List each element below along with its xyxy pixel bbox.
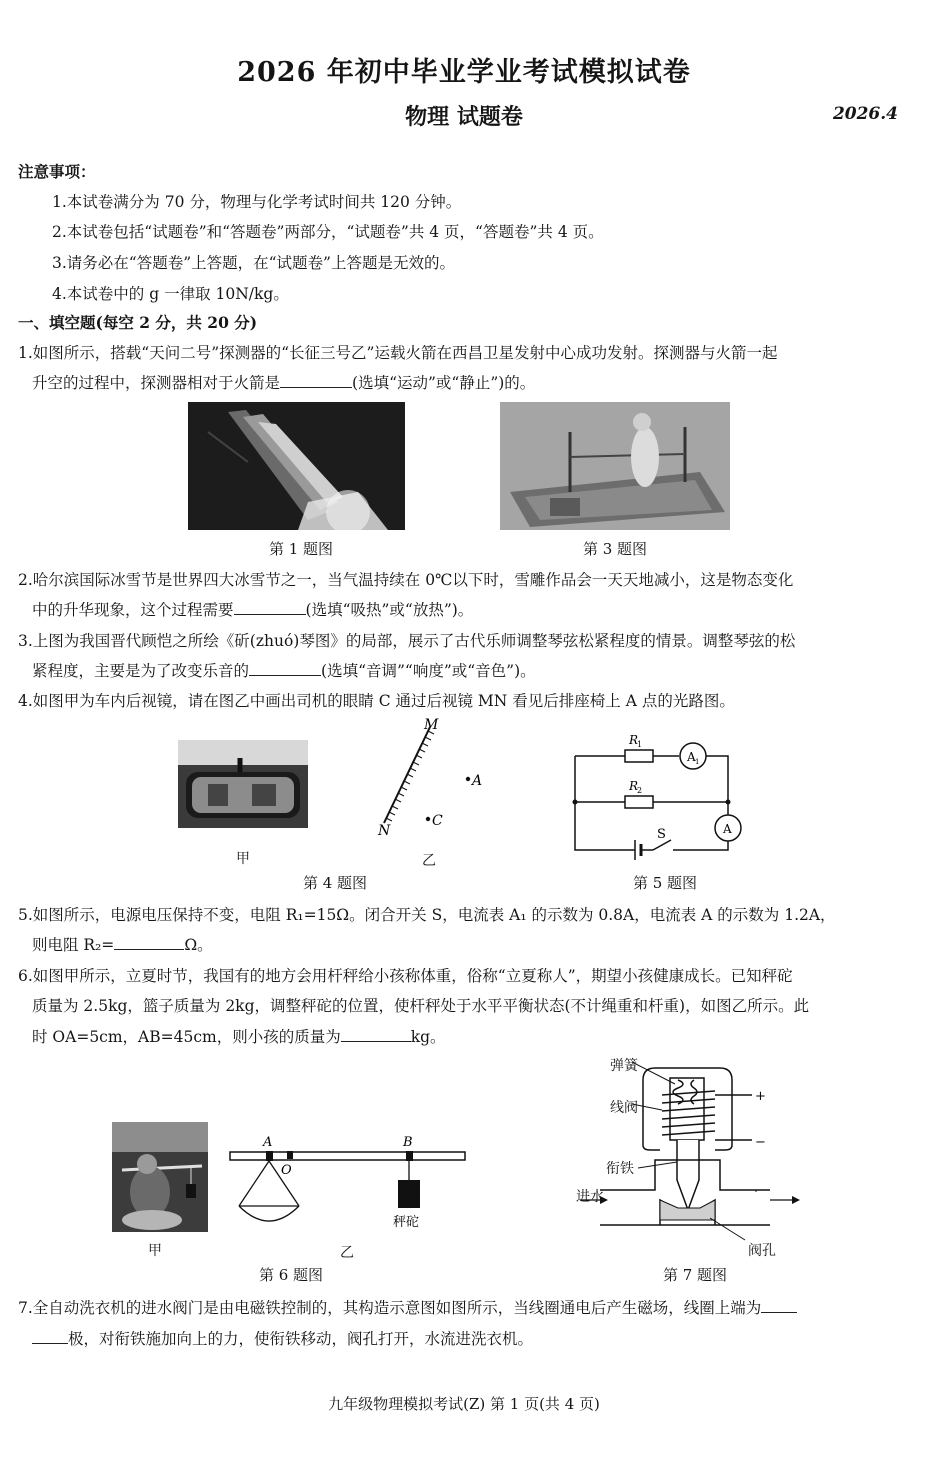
q6-line1: 6.如图甲所示，立夏时节，我国有的地方会用杆秤给小孩称体重，俗称“立夏称人”，期望小孩健康成长。已知秤砣 (18, 967, 793, 985)
q7-answer-blank-b[interactable] (32, 1329, 68, 1344)
solenoid-valve-diagram (570, 1050, 800, 1258)
q5-line1: 5.如图所示，电源电压保持不变，电阻 R₁=15Ω。闭合开关 S，电流表 A₁ 的示数为 0.8A，电流表 A 的示数为 1.2A， (18, 906, 836, 924)
hook-B (406, 1151, 413, 1161)
fig7-caption: 第 7 题图 (662, 1266, 728, 1284)
resistor-R1 (625, 750, 653, 762)
notice-heading: 注意事项： (18, 162, 96, 181)
label-weight: 秤砣 (393, 1215, 420, 1230)
fig4-label-jia: 甲 (236, 851, 250, 867)
q5-text-a: 则电阻 R₂= (32, 936, 115, 954)
fig6-label-yi: 乙 (340, 1245, 354, 1261)
q1-line1: 1.如图所示，搭载“天问二号”探测器的“长征三号乙”运载火箭在西昌卫星发射中心成功发射。探测器与火箭一起 (18, 344, 778, 362)
label-spring: 弹簧 (610, 1058, 638, 1074)
q7-line1 (18, 1296, 797, 1318)
steelyard-bar (230, 1152, 465, 1160)
q3-line2 (32, 659, 536, 681)
q4-line1: 4.如图甲为车内后视镜，请在图乙中画出司机的眼睛 C 通过后视镜 MN 看见后排座椅上 A 点的光路图。 (18, 692, 735, 710)
fig4-label-yi: 乙 (422, 853, 436, 869)
point-C (426, 817, 430, 821)
q2-line1: 2.哈尔滨国际冰雪节是世界四大冰雪节之一，当气温持续在 0℃以下时，雪雕作品会一天天地减小，这是物态变化 (18, 571, 794, 589)
mirror-hatching (386, 731, 434, 821)
label-plus: + (755, 1089, 766, 1104)
label-inlet: 进水 (576, 1189, 604, 1205)
q3-answer-blank[interactable] (249, 661, 321, 676)
q6-text-b: kg。 (410, 1028, 446, 1046)
label-S: S (657, 827, 666, 842)
steelyard-diagram (225, 1128, 470, 1248)
guqin-painting (500, 402, 730, 530)
fig1-caption: 第 1 题图 (268, 540, 334, 558)
notice-item-1: 1.本试卷满分为 70 分，物理与化学考试时间共 120 分钟。 (52, 193, 462, 211)
q6-text-a: 时 OA=5cm，AB=45cm，则小孩的质量为 (32, 1028, 341, 1046)
label-O: O (281, 1163, 292, 1178)
exam-date: 2026.4 (832, 104, 898, 124)
notice-item-4: 4.本试卷中的 g 一律取 10N/kg。 (52, 285, 289, 303)
notice-item-2: 2.本试卷包括“试题卷”和“答题卷”两部分，“试题卷”共 4 页，“答题卷”共 4 页。 (52, 223, 604, 241)
q7-answer-blank-a[interactable] (761, 1298, 797, 1313)
pivot-O (287, 1151, 293, 1159)
fig5-caption: 第 5 题图 (632, 874, 698, 892)
q7-text-b: 极，对衔铁施加向上的力，使衔铁移动，阀孔打开，水流进洗衣机。 (68, 1330, 534, 1348)
label-B: B (403, 1135, 413, 1150)
fig6-label-jia: 甲 (148, 1243, 162, 1259)
label-A: A (472, 773, 483, 789)
q1-answer-blank[interactable] (280, 373, 352, 388)
label-A1-sub: 1 (695, 758, 700, 766)
label-A: A (723, 822, 732, 836)
rocket-photo (188, 402, 405, 530)
label-M: M (424, 717, 439, 733)
label-hole: 阀孔 (748, 1243, 776, 1259)
label-coil: 线阀 (610, 1100, 638, 1116)
label-N: N (378, 823, 391, 839)
point-A (466, 777, 470, 781)
q3-line1: 3.上图为我国晋代顾恺之所绘《斫(zhuó)琴图》的局部，展示了古代乐师调整琴弦松紧程度的情景。调整琴弦的松 (18, 632, 796, 650)
label-R2-sub: 2 (637, 786, 643, 795)
hook-A (266, 1151, 273, 1161)
label-A1: A (687, 750, 696, 764)
label-R2: R (629, 779, 639, 793)
q2-line2 (32, 598, 473, 620)
fig4-caption: 第 4 题图 (302, 874, 368, 892)
counterweight (398, 1180, 420, 1208)
label-R1-sub: 1 (637, 740, 643, 749)
q5-answer-blank[interactable] (114, 935, 184, 950)
armature (677, 1140, 699, 1210)
q3-text-b: (选填“音调”“响度”或“音色”)。 (321, 662, 536, 680)
label-armature: 衔铁 (606, 1161, 634, 1177)
notice-item-3: 3.请务必在“答题卷”上答题，在“试题卷”上答题是无效的。 (52, 254, 455, 272)
weighing-child-photo (112, 1122, 208, 1232)
exam-subtitle: 物理 试题卷 (405, 104, 523, 130)
q7-line2 (32, 1327, 533, 1349)
q5-text-b: Ω。 (184, 936, 213, 954)
rearview-mirror-photo (178, 740, 308, 828)
fig6-caption: 第 6 题图 (258, 1266, 324, 1284)
exam-title: 2026 年初中毕业学业考试模拟试卷 (237, 57, 691, 88)
label-C: C (432, 813, 443, 829)
q7-text-a: 7.全自动洗衣机的进水阀门是由电磁铁控制的，其构造示意图如图所示，当线圈通电后产生磁场，线圈上端为 (18, 1299, 762, 1317)
section-heading: 一、填空题(每空 2 分，共 20 分) (18, 313, 258, 332)
page-footer: 九年级物理模拟考试(Z) 第 1 页(共 4 页) (328, 1395, 600, 1413)
q2-text-a: 中的升华现象，这个过程需要 (32, 601, 234, 619)
circuit-diagram (565, 728, 765, 863)
label-minus: − (755, 1135, 766, 1150)
q6-answer-blank[interactable] (341, 1027, 411, 1042)
q1-text-a: 升空的过程中，探测器相对于火箭是 (32, 374, 281, 392)
mirror-diagram (370, 715, 510, 855)
label-A: A (263, 1135, 273, 1150)
label-R1: R (629, 733, 639, 747)
q2-answer-blank[interactable] (234, 600, 306, 615)
q1-line2 (32, 371, 535, 393)
q6-line2: 质量为 2.5kg，篮子质量为 2kg，调整秤砣的位置，使杆秤处于水平平衡状态(不计绳重和杆重)，如图乙所示。此 (32, 997, 810, 1015)
fig3-caption: 第 3 题图 (582, 540, 648, 558)
mirror-MN (384, 727, 430, 823)
resistor-R2 (625, 796, 653, 808)
q3-text-a: 紧程度，主要是为了改变乐音的 (32, 662, 250, 680)
q2-text-b: (选填“吸热”或“放热”)。 (305, 601, 474, 619)
q5-line2 (32, 933, 213, 955)
q6-line3 (32, 1025, 446, 1047)
q1-text-b: (选填“运动”或“静止”)的。 (352, 374, 536, 392)
